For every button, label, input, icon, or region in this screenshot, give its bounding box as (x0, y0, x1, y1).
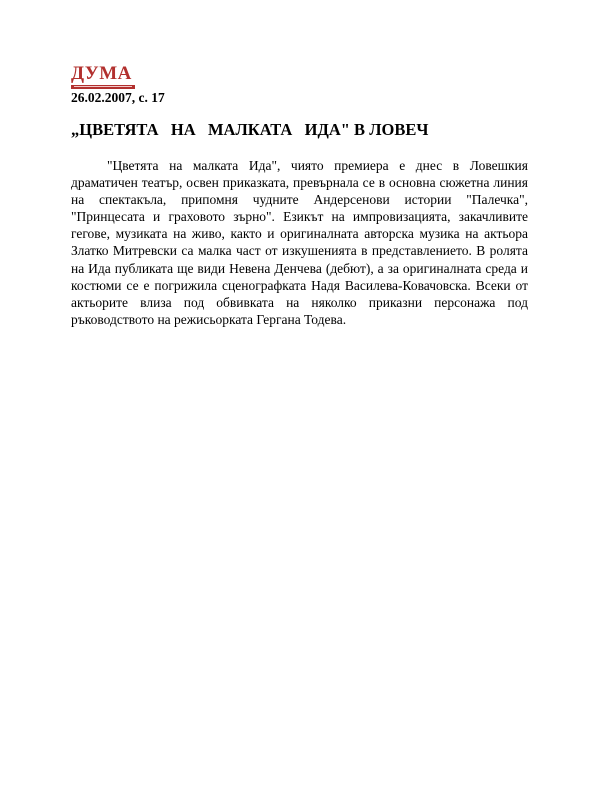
article-headline: „ЦВЕТЯТА НА МАЛКАТА ИДА" В ЛОВЕЧ (71, 120, 429, 139)
logo-text: ДУМА (71, 63, 132, 84)
duma-newspaper-logo (71, 63, 135, 90)
publication-date-page: 26.02.2007, с. 17 (71, 90, 165, 105)
logo-underline (71, 85, 135, 89)
logo-underline-highlight (74, 86, 132, 87)
article-body: "Цветята на малката Ида", чиято премиера е днес в Ловешкия драматичен театър, освен приказката, превърнала се в основна сюжетна линия на спектакъла, припомня чудните Андерсенови истории "Палечка", "Принцесата и граховото зърно". Езикът на импровизацията, закачливите гегове, музиката на живо, както и оригиналната авторска музика на актьора Златко Митревски са малка част от изкушенията в представлението. В ролята на Ида публиката ще види Невена Денчева (дебют), а за оригиналната среда и костюми се е погрижила сценографката Надя Василева-Ковачовска. Всеки от актьорите влиза под обвивката на няколко приказни персонажа под ръководството на режисьорката Гергана Тодева. (71, 158, 528, 327)
